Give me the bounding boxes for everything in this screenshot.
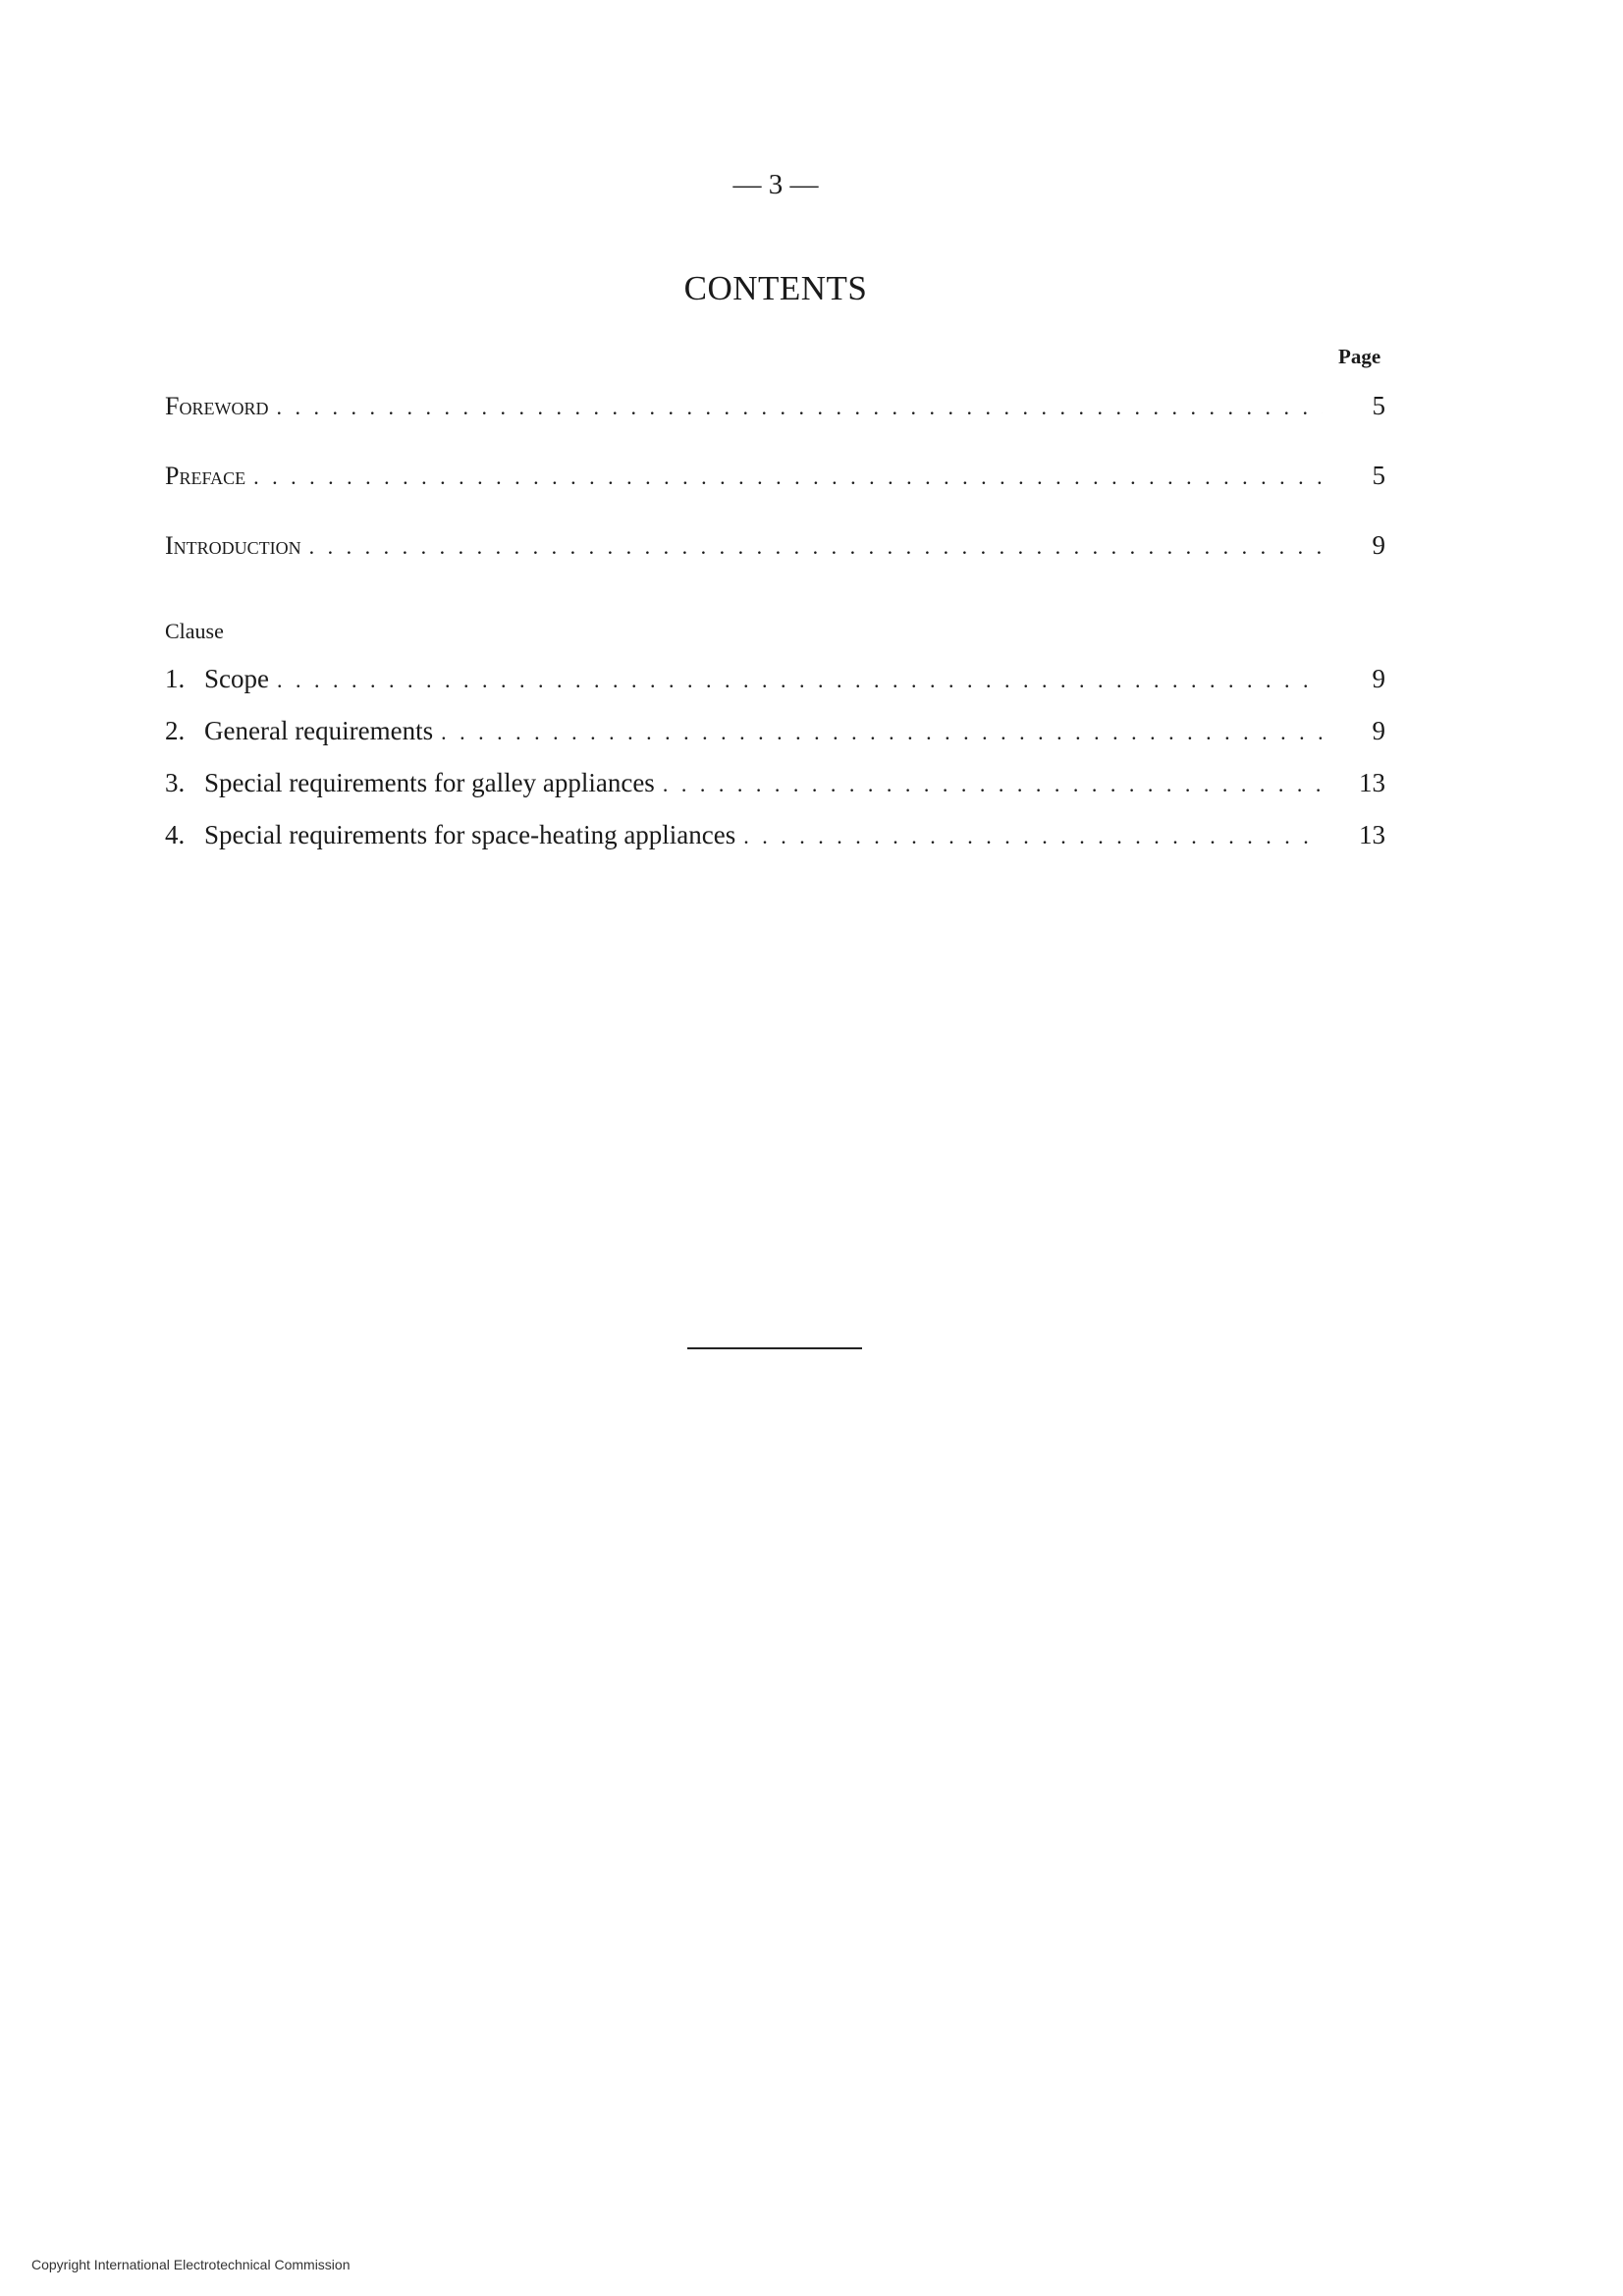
toc-entry-page: 5	[1372, 461, 1385, 490]
clause-number: 3.	[165, 768, 186, 797]
toc-entry-page: 9	[1372, 716, 1385, 745]
dot-leader	[253, 465, 1323, 490]
toc-entry-title: Preface	[165, 462, 246, 490]
toc-entry-title	[165, 664, 277, 694]
toc-entry-page: 13	[1359, 820, 1385, 849]
toc-entry-preface[interactable]	[165, 461, 1385, 491]
page-number: — 3 —	[732, 169, 819, 200]
toc-entry-page: 9	[1372, 664, 1385, 693]
contents-title: CONTENTS	[683, 269, 868, 307]
clause-number: 2.	[165, 716, 186, 745]
clause-title: Scope	[204, 664, 269, 693]
clause-number: 4.	[165, 820, 186, 849]
toc-entry-foreword[interactable]	[165, 391, 1385, 421]
clause-title: General requirements	[204, 716, 434, 745]
toc-entry-clause-4[interactable]	[165, 820, 1385, 850]
toc-entry-title	[165, 768, 663, 798]
dot-leader	[276, 395, 1323, 420]
dot-leader	[309, 534, 1323, 560]
clause-label: Clause	[165, 619, 224, 643]
dot-leader	[277, 668, 1323, 693]
copyright-footer: Copyright International Electrotechnical Commission	[31, 2257, 351, 2272]
toc-entry-title	[165, 820, 743, 850]
toc-entry-page: 9	[1372, 530, 1385, 560]
end-rule	[687, 1347, 862, 1349]
toc-entry-clause-1[interactable]	[165, 664, 1385, 694]
clause-title: Special requirements for space-heating appliances	[204, 820, 736, 849]
toc-entry-page: 5	[1372, 391, 1385, 420]
toc-entry-clause-3[interactable]	[165, 768, 1385, 798]
clause-title: Special requirements for galley appliances	[204, 768, 655, 797]
toc-entry-title: Foreword	[165, 392, 269, 420]
dot-leader	[743, 824, 1323, 849]
dot-leader	[663, 772, 1323, 797]
toc-entry-introduction[interactable]	[165, 530, 1385, 561]
toc-entry-title	[165, 716, 441, 746]
page-column-header: Page	[1338, 345, 1381, 368]
toc-entry-clause-2[interactable]	[165, 716, 1385, 746]
toc-entry-title: Introduction	[165, 531, 301, 560]
dot-leader	[441, 720, 1323, 745]
toc-entry-page: 13	[1359, 768, 1385, 797]
clause-number: 1.	[165, 664, 186, 693]
